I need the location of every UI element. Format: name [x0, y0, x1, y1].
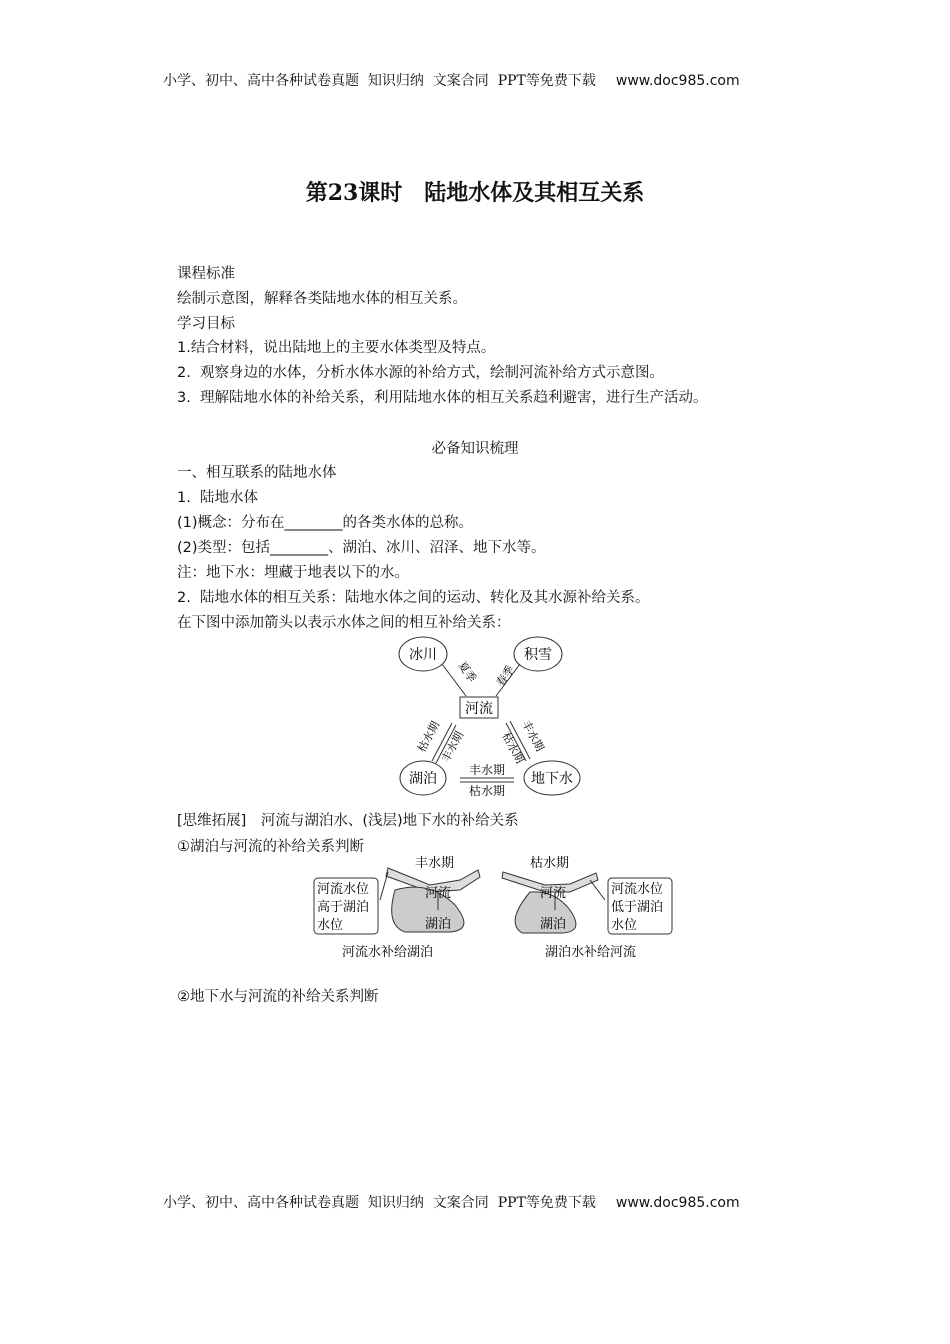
glacier-label: 冰川: [409, 647, 437, 663]
section-heading: 必备知识梳理: [431, 441, 519, 457]
body-line: (2)类型：包括________、湖泊、冰川、沼泽、地下水等。: [177, 540, 546, 556]
footer-text: 小学、初中、高中各种试卷真题 知识归纳 文案合同 PPT等免费下载: [163, 1195, 596, 1211]
dry-season-label: 枯水期: [468, 784, 506, 798]
objectives-heading: 学习目标: [177, 316, 235, 332]
header-text: 小学、初中、高中各种试卷真题 知识归纳 文案合同 PPT等免费下载: [163, 73, 596, 89]
body-line: 在下图中添加箭头以表示水体之间的相互补给关系：: [177, 615, 511, 631]
snow-label: 积雪: [524, 647, 552, 663]
extension-heading: [思维拓展] 河流与湖泊水、(浅层)地下水的补给关系: [177, 813, 519, 829]
wet-season-label: 丰水期: [415, 856, 455, 871]
item-1: ①湖泊与河流的补给关系判断: [177, 839, 364, 855]
body-line: 注：地下水：埋藏于地表以下的水。: [177, 565, 409, 581]
body-line: (1)概念：分布在________的各类水体的总称。: [177, 515, 474, 531]
note-line: 水位: [317, 918, 344, 933]
course-standard-text: 绘制示意图，解释各类陆地水体的相互关系。: [177, 291, 467, 307]
page-footer: [163, 1192, 740, 1212]
item-2: ②地下水与河流的补给关系判断: [177, 989, 379, 1005]
spring-label: 春季: [493, 663, 518, 689]
note-line: 低于湖泊: [611, 900, 664, 915]
page-header: [163, 70, 740, 90]
dry-season-label: 枯水期: [530, 856, 570, 871]
page-title: 第23课时 陆地水体及其相互关系: [305, 180, 645, 206]
objective-3: 3. 理解陆地水体的补给关系，利用陆地水体的相互关系趋利避害，进行生产活动。: [177, 390, 708, 406]
body-line: 2. 陆地水体的相互关系：陆地水体之间的运动、转化及其水源补给关系。: [177, 590, 650, 606]
objective-2: 2. 观察身边的水体，分析水体水源的补给方式，绘制河流补给方式示意图。: [177, 365, 665, 381]
groundwater-label: 地下水: [531, 771, 573, 787]
lake-label: 湖泊: [425, 917, 452, 932]
right-caption: 湖泊水补给河流: [545, 945, 637, 960]
water-relations-diagram: [390, 635, 590, 805]
footer-url: www.doc985.com: [615, 1195, 740, 1211]
right-panel: [502, 855, 672, 960]
note-line: 河流水位: [317, 882, 370, 897]
lake-label: 湖泊: [540, 917, 567, 932]
body-line: 1. 陆地水体: [177, 490, 259, 506]
lake-river-diagram: [300, 850, 680, 965]
note-line: 河流水位: [611, 882, 664, 897]
body-line: 一、相互联系的陆地水体: [177, 465, 337, 481]
river-label: 河流: [425, 886, 452, 901]
wet-season-label: 丰水期: [519, 718, 547, 754]
objective-1: 1.结合材料，说出陆地上的主要水体类型及特点。: [177, 340, 496, 356]
lake-label: 湖泊: [409, 771, 437, 787]
left-panel: [314, 855, 480, 960]
course-standard-heading: 课程标准: [177, 266, 235, 282]
river-label: 河流: [465, 701, 493, 717]
dry-season-label: 枯水期: [499, 730, 527, 766]
river-label: 河流: [540, 886, 567, 901]
left-caption: 河流水补给湖泊: [342, 945, 434, 960]
header-url: www.doc985.com: [615, 73, 740, 89]
wet-season-label: 丰水期: [439, 729, 467, 765]
note-line: 高于湖泊: [317, 900, 370, 915]
summer-label: 夏季: [455, 659, 479, 685]
note-line: 水位: [611, 918, 638, 933]
wet-season-label: 丰水期: [468, 763, 506, 777]
dry-season-label: 枯水期: [415, 719, 443, 755]
